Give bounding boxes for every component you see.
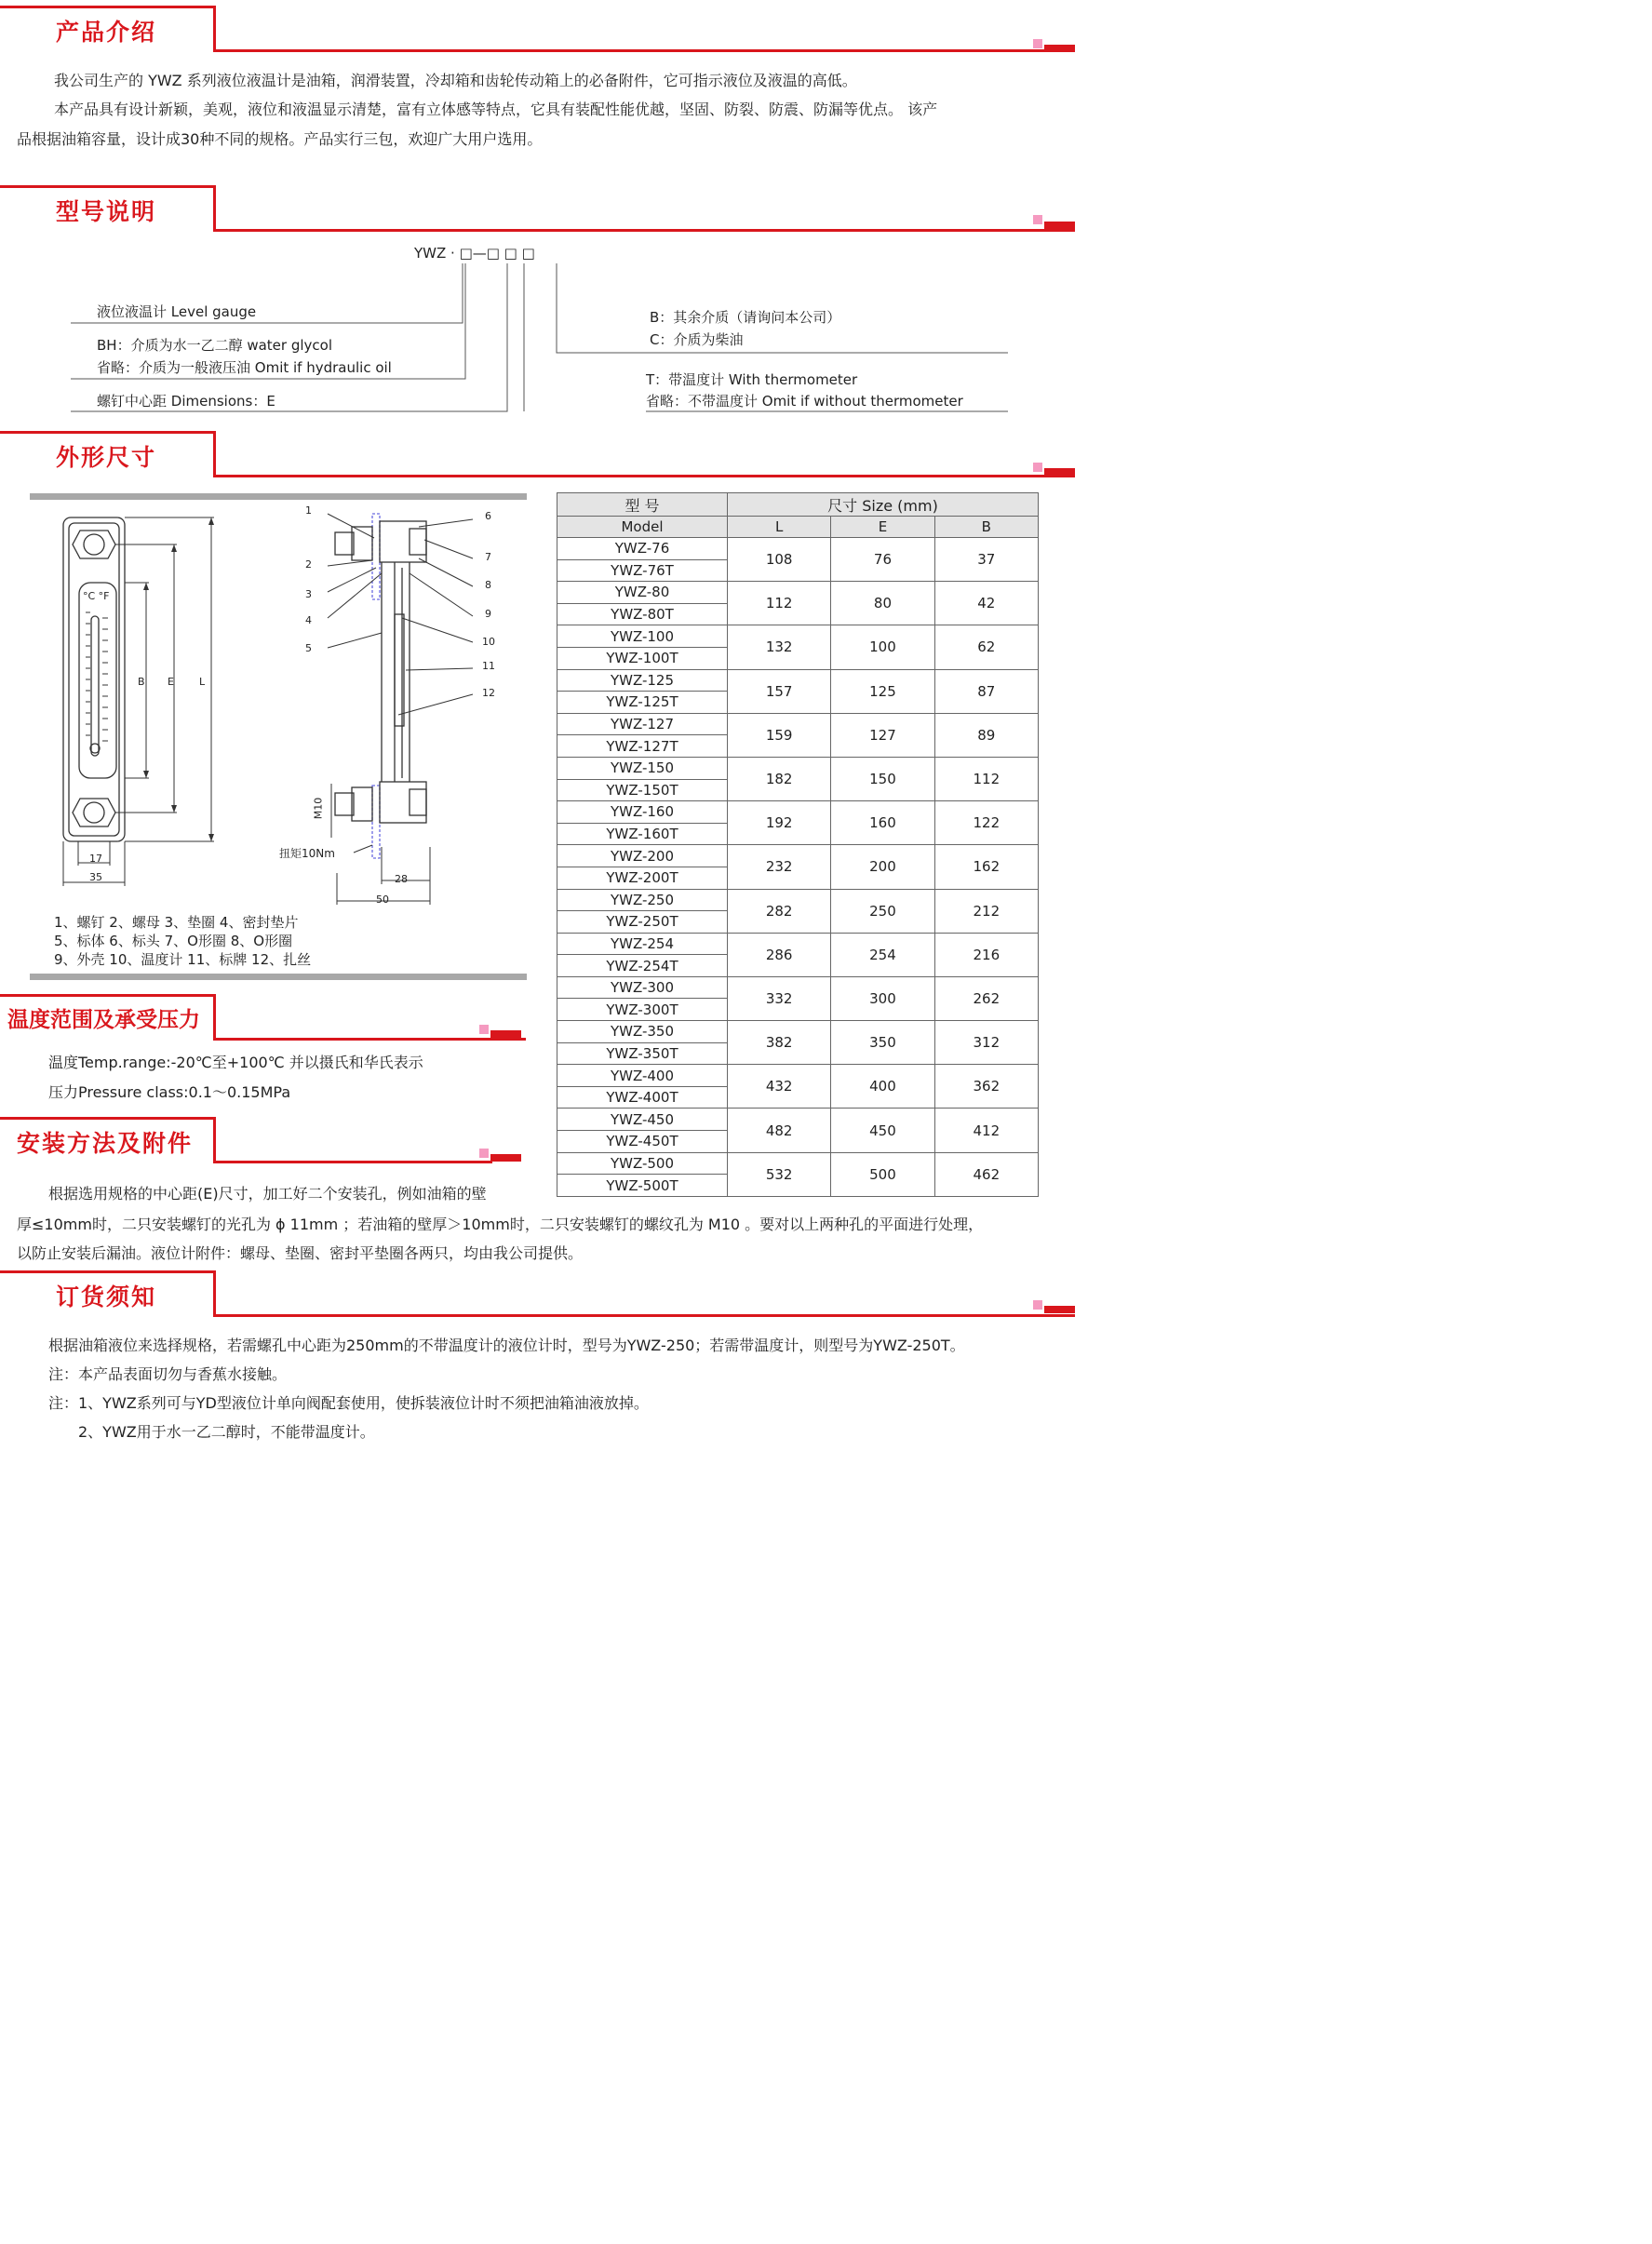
table-row: [557, 625, 1039, 648]
dim-b-label: B: [138, 676, 145, 688]
size-cell-e: 80: [831, 582, 934, 625]
dim-50-label: 50: [376, 894, 389, 906]
section-title-temp: 温度范围及承受压力: [7, 1008, 200, 1032]
size-cell-b: 262: [934, 976, 1038, 1020]
size-cell-e: 100: [831, 625, 934, 669]
section-title-order: 订货须知: [56, 1283, 157, 1310]
table-row: [557, 1065, 1039, 1087]
model-cell: YWZ-254: [557, 933, 728, 955]
size-cell-l: 332: [728, 976, 831, 1020]
size-cell-b: 87: [934, 669, 1038, 713]
model-cell: YWZ-150: [557, 757, 728, 779]
callout-2: 2: [305, 558, 312, 571]
model-cell: YWZ-254T: [557, 955, 728, 977]
intro-paragraph-3: 品根据油箱容量，设计成30种不同的规格。产品实行三包，欢迎广大用户选用。: [17, 130, 543, 148]
table-row: [557, 889, 1039, 911]
callout-1: 1: [305, 504, 312, 517]
table-row: [557, 757, 1039, 779]
size-cell-b: 362: [934, 1065, 1038, 1109]
table-row: [557, 582, 1039, 604]
size-cell-b: 37: [934, 538, 1038, 582]
callout-3: 3: [305, 588, 312, 600]
callout-9: 9: [485, 608, 491, 620]
table-row: [557, 669, 1039, 692]
model-cell: YWZ-200: [557, 845, 728, 867]
model-cell: YWZ-250T: [557, 911, 728, 934]
model-item-bh: BH：介质为水一乙二醇 water glycol: [97, 337, 333, 354]
model-cell: YWZ-250: [557, 889, 728, 911]
size-cell-l: 282: [728, 889, 831, 933]
model-cell: YWZ-300: [557, 976, 728, 999]
callout-11: 11: [482, 660, 495, 672]
size-cell-l: 532: [728, 1152, 831, 1196]
model-item-omit-hydraulic: 省略：介质为一般液压油 Omit if hydraulic oil: [97, 359, 392, 376]
size-cell-e: 400: [831, 1065, 934, 1109]
parts-legend-2: 5、标体 6、标头 7、O形圈 8、O形圈: [54, 933, 293, 949]
size-cell-l: 286: [728, 933, 831, 976]
size-cell-l: 182: [728, 757, 831, 800]
size-cell-l: 232: [728, 845, 831, 889]
table-row: [557, 1152, 1039, 1175]
size-cell-e: 127: [831, 713, 934, 757]
model-item-c-diesel: C：介质为柴油: [650, 331, 744, 348]
size-cell-b: 462: [934, 1152, 1038, 1196]
model-item-thermometer: T：带温度计 With thermometer: [646, 371, 858, 388]
section-title-model: 型号说明: [56, 198, 157, 225]
size-cell-e: 254: [831, 933, 934, 976]
table-header-e: E: [831, 517, 934, 538]
model-cell: YWZ-125T: [557, 692, 728, 714]
table-row: [557, 933, 1039, 955]
dim-e-label: E: [168, 676, 174, 688]
size-cell-l: 159: [728, 713, 831, 757]
size-cell-l: 108: [728, 538, 831, 582]
callout-12: 12: [482, 687, 495, 699]
model-cell: YWZ-200T: [557, 867, 728, 889]
install-paragraph-3: 以防止安装后漏油。液位计附件：螺母、垫圈、密封平垫圈各两只，均由我公司提供。: [17, 1244, 584, 1262]
model-item-b-medium: B：其余介质（请询问本公司）: [650, 309, 841, 326]
dim-l-label: L: [199, 676, 206, 688]
size-cell-e: 150: [831, 757, 934, 800]
size-cell-b: 162: [934, 845, 1038, 889]
dim-28-label: 28: [395, 873, 408, 885]
model-cell: YWZ-500: [557, 1152, 728, 1175]
table-row: [557, 1109, 1039, 1131]
section-title-dims: 外形尺寸: [56, 444, 157, 471]
size-cell-l: 382: [728, 1021, 831, 1065]
size-cell-e: 500: [831, 1152, 934, 1196]
size-cell-b: 216: [934, 933, 1038, 976]
size-cell-e: 76: [831, 538, 934, 582]
size-cell-b: 112: [934, 757, 1038, 800]
intro-paragraph-1: 我公司生产的 YWZ 系列液位液温计是油箱，润滑装置，冷却箱和齿轮传动箱上的必备附件，它可指示液位及液温的高低。: [54, 72, 857, 89]
model-cell: YWZ-350T: [557, 1042, 728, 1065]
model-cell: YWZ-400: [557, 1065, 728, 1087]
size-cell-e: 125: [831, 669, 934, 713]
callout-5: 5: [305, 642, 312, 654]
model-item-level-gauge: 液位液温计 Level gauge: [97, 303, 257, 320]
model-item-dimensions: 螺钉中心距 Dimensions：E: [97, 393, 275, 410]
size-cell-b: 89: [934, 713, 1038, 757]
size-cell-e: 350: [831, 1021, 934, 1065]
section-header-dims: [0, 431, 1075, 481]
model-cell: YWZ-76: [557, 538, 728, 560]
section-title-intro: 产品介绍: [56, 19, 157, 46]
spec-table: [557, 492, 1039, 1197]
section-header-order: [0, 1270, 1075, 1321]
order-paragraph-1: 根据油箱液位来选择规格，若需螺孔中心距为250mm的不带温度计的液位计时，型号为YWZ-250；若需带温度计，则型号为YWZ-250T。: [48, 1337, 965, 1354]
model-cell: YWZ-350: [557, 1021, 728, 1043]
table-header-l: L: [728, 517, 831, 538]
table-row: [557, 976, 1039, 999]
model-cell: YWZ-160: [557, 801, 728, 824]
parts-legend-3: 9、外壳 10、温度计 11、标牌 12、扎丝: [54, 951, 312, 968]
size-cell-b: 312: [934, 1021, 1038, 1065]
size-cell-l: 132: [728, 625, 831, 669]
size-cell-b: 62: [934, 625, 1038, 669]
model-cell: YWZ-400T: [557, 1086, 728, 1109]
scale-label: °C °F: [83, 590, 110, 602]
size-cell-e: 300: [831, 976, 934, 1020]
pressure-class: 压力Pressure class:0.1～0.15MPa: [48, 1083, 291, 1101]
size-cell-l: 482: [728, 1109, 831, 1152]
model-cell: YWZ-500T: [557, 1175, 728, 1197]
temp-range: 温度Temp.range:-20℃至+100℃ 并以摄氏和华氏表示: [48, 1054, 423, 1071]
model-cell: YWZ-127T: [557, 735, 728, 758]
dim-17-label: 17: [89, 853, 102, 865]
parts-legend-1: 1、螺钉 2、螺母 3、垫圈 4、密封垫片: [54, 914, 299, 931]
drawing-top-bar: [30, 493, 527, 500]
table-row: [557, 538, 1039, 560]
section-header-install: [0, 1117, 526, 1167]
model-cell: YWZ-150T: [557, 779, 728, 801]
table-header-b: B: [934, 517, 1038, 538]
callout-8: 8: [485, 579, 491, 591]
size-cell-l: 112: [728, 582, 831, 625]
model-code: YWZ · □—□ □ □: [414, 245, 535, 262]
size-cell-e: 250: [831, 889, 934, 933]
table-header-model-en: Model: [557, 517, 728, 538]
model-item-omit-thermometer: 省略：不带温度计 Omit if without thermometer: [646, 393, 963, 410]
callout-10: 10: [482, 636, 495, 648]
dim-35-label: 35: [89, 871, 102, 883]
size-cell-e: 200: [831, 845, 934, 889]
size-cell-b: 412: [934, 1109, 1038, 1152]
order-note-1: 注：本产品表面切勿与香蕉水接触。: [48, 1365, 288, 1383]
size-cell-b: 122: [934, 801, 1038, 845]
m10-label: M10: [312, 797, 325, 820]
size-cell-b: 212: [934, 889, 1038, 933]
size-cell-l: 432: [728, 1065, 831, 1109]
callout-4: 4: [305, 614, 312, 626]
model-cell: YWZ-76T: [557, 559, 728, 582]
size-cell-e: 160: [831, 801, 934, 845]
table-row: [557, 713, 1039, 735]
model-cell: YWZ-100: [557, 625, 728, 648]
table-row: [557, 801, 1039, 824]
section-title-install: 安装方法及附件: [17, 1130, 194, 1157]
callout-6: 6: [485, 510, 491, 522]
install-paragraph-2: 厚≤10mm时，二只安装螺钉的光孔为 ϕ 11mm ；若油箱的壁厚＞10mm时，二只安装螺钉的螺纹孔为 M10 。要对以上两种孔的平面进行处理，: [17, 1216, 984, 1233]
model-cell: YWZ-450: [557, 1109, 728, 1131]
table-header-size: 尺寸 Size (mm): [728, 493, 1039, 517]
order-note-2: 注：1、YWZ系列可与YD型液位计单向阀配套使用，使拆装液位计时不须把油箱油液放掉。: [48, 1394, 649, 1412]
section-header-temp: [0, 994, 526, 1044]
size-cell-l: 157: [728, 669, 831, 713]
model-cell: YWZ-80T: [557, 603, 728, 625]
size-cell-l: 192: [728, 801, 831, 845]
order-note-3: 2、YWZ用于水一乙二醇时，不能带温度计。: [78, 1423, 375, 1441]
model-cell: YWZ-125: [557, 669, 728, 692]
model-cell: YWZ-450T: [557, 1131, 728, 1153]
model-cell: YWZ-80: [557, 582, 728, 604]
drawing-bottom-bar: [30, 974, 527, 980]
install-paragraph-1: 根据选用规格的中心距(E)尺寸，加工好二个安装孔，例如油箱的壁: [48, 1185, 487, 1203]
table-header-model: 型 号: [557, 493, 728, 517]
table-row: [557, 845, 1039, 867]
torque-label: 扭矩10Nm: [279, 847, 335, 860]
model-cell: YWZ-300T: [557, 999, 728, 1021]
table-row: [557, 1021, 1039, 1043]
callout-7: 7: [485, 551, 491, 563]
intro-paragraph-2: 本产品具有设计新颖，美观，液位和液温显示清楚，富有立体感等特点，它具有装配性能优越，坚固、防裂、防震、防漏等优点。 该产: [54, 101, 938, 118]
model-cell: YWZ-160T: [557, 823, 728, 845]
model-cell: YWZ-100T: [557, 647, 728, 669]
size-cell-e: 450: [831, 1109, 934, 1152]
model-cell: YWZ-127: [557, 713, 728, 735]
size-cell-b: 42: [934, 582, 1038, 625]
